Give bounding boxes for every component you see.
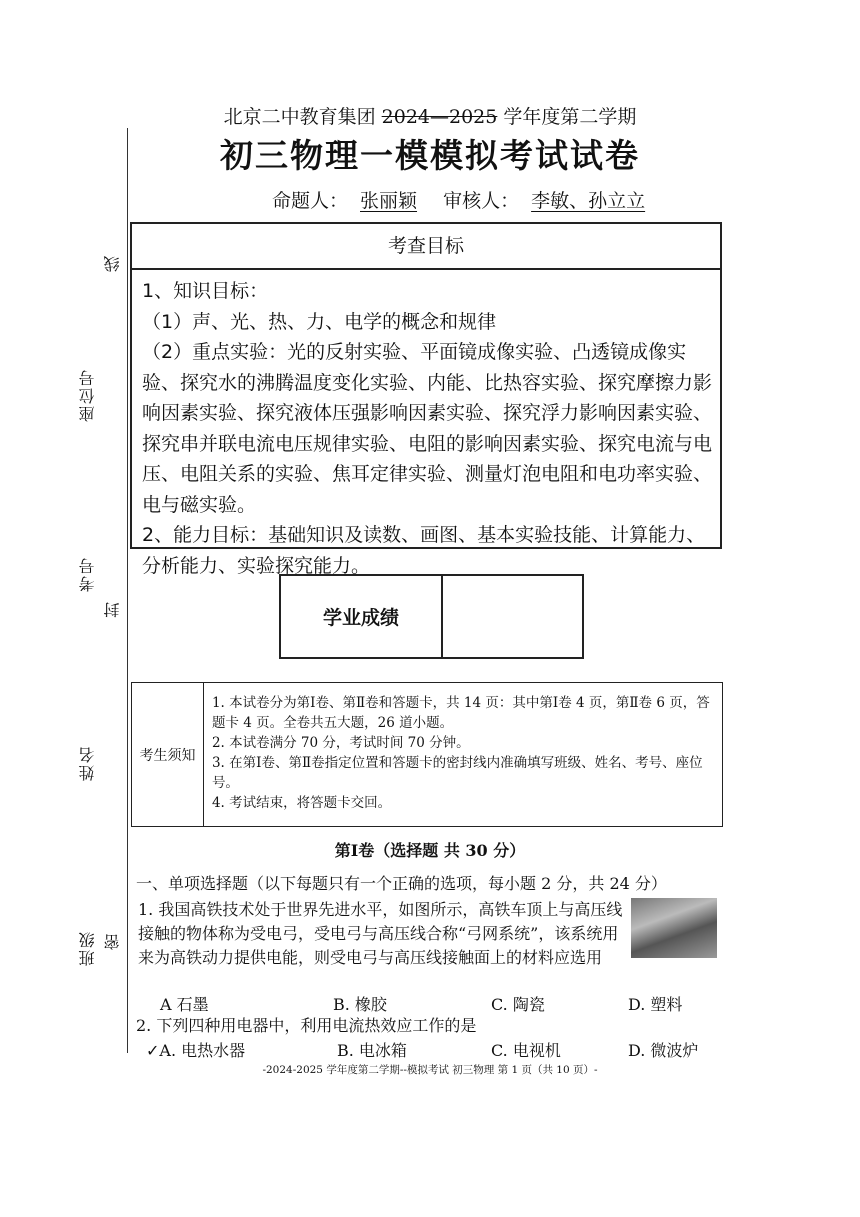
name-label: 姓名 bbox=[78, 745, 97, 781]
author-label: 命题人： bbox=[272, 190, 349, 212]
question-1-option-b: B. 橡胶 bbox=[333, 995, 387, 1014]
author-name: 张丽颖 bbox=[360, 190, 418, 212]
section-title: 第Ⅰ卷（选择题 共 30 分） bbox=[334, 841, 526, 860]
objectives-body bbox=[132, 270, 720, 581]
school-header bbox=[0, 102, 860, 129]
notice-box bbox=[131, 682, 723, 827]
authors-line bbox=[272, 186, 657, 213]
school-prefix: 北京二中教育集团 bbox=[223, 106, 382, 128]
school-suffix: 学年度第二学期 bbox=[497, 106, 637, 128]
question-1-option-d: D. 塑料 bbox=[628, 995, 683, 1014]
question-2-option-b: B. 电冰箱 bbox=[337, 1041, 407, 1060]
question-2-option-c: C. 电视机 bbox=[491, 1041, 561, 1060]
objective-line: （2）重点实验：光的反射实验、平面镜成像实验、凸透镜成像实验、探究水的沸腾温度变化实验、内能、比热容实验、探究摩擦力影响因素实验、探究液体压强影响因素实验、探究浮力影响因素实验、探究串并联电流电压规律实验、电阻的影响因素实验、探究电流与电压、电阻关系的实验、焦耳定律实验、测量灯泡电阻和电功率实验、电与磁实验。 bbox=[142, 341, 713, 516]
notice-item: 2. 本试卷满分 70 分，考试时间 70 分钟。 bbox=[211, 735, 470, 751]
score-box bbox=[279, 574, 584, 659]
secret-label: 密 bbox=[103, 932, 122, 950]
reviewer-label: 审核人： bbox=[443, 190, 520, 212]
objectives-box bbox=[130, 222, 722, 577]
objective-line: （1）声、光、热、力、电学的概念和规律 bbox=[142, 310, 497, 333]
score-field[interactable] bbox=[443, 576, 582, 657]
binding-line bbox=[127, 128, 128, 1053]
notice-item: 1. 本试卷分为第Ⅰ卷、第Ⅱ卷和答题卡，共 14 页：其中第Ⅰ卷 4 页，第Ⅱ卷 6 页，答题卡 4 页。全卷共五大题，26 道小题。 bbox=[211, 695, 710, 731]
binding-line-label: 线 bbox=[103, 254, 122, 272]
objective-line: 1、知识目标： bbox=[142, 280, 269, 302]
notice-item: 3. 在第Ⅰ卷、第Ⅱ卷指定位置和答题卡的密封线内准确填写班级、姓名、考号、座位号。 bbox=[211, 755, 703, 791]
objective-line: 2、能力目标：基础知识及读数、画图、基本实验技能、计算能力、分析能力、实验探究能力。 bbox=[142, 524, 706, 577]
question-2-option-a: ✓A. 电热水器 bbox=[146, 1041, 246, 1060]
seal-label: 封 bbox=[103, 600, 122, 618]
exam-title: 初三物理一模模拟考试试卷 bbox=[220, 136, 640, 175]
class-label: 班级 bbox=[78, 930, 97, 966]
notice-items bbox=[204, 683, 722, 826]
reviewer-names: 李敏、孙立立 bbox=[531, 190, 646, 212]
exam-number-label: 考号 bbox=[78, 556, 97, 592]
part-heading: 一、单项选择题（以下每题只有一个正确的选项，每小题 2 分，共 24 分） bbox=[136, 874, 667, 893]
question-1-option-a: A 石墨 bbox=[160, 995, 209, 1014]
question-2-stem: 2. 下列四种用电器中，利用电流热效应工作的是 bbox=[136, 1016, 477, 1035]
train-pantograph-photo bbox=[631, 898, 717, 958]
page-footer: -2024-2025 学年度第二学期--模拟考试 初三物理 第 1 页（共 10 页）- bbox=[262, 1064, 598, 1076]
notice-label: 考生须知 bbox=[132, 683, 204, 826]
score-label: 学业成绩 bbox=[281, 576, 443, 657]
question-1-option-c: C. 陶瓷 bbox=[491, 995, 545, 1014]
notice-item: 4. 考试结束，将答题卡交回。 bbox=[211, 795, 392, 811]
school-year: 2024—2025 bbox=[381, 106, 498, 128]
objectives-heading: 考查目标 bbox=[132, 224, 720, 270]
seat-number-label: 座位号 bbox=[78, 368, 97, 422]
question-1-stem: 1. 我国高铁技术处于世界先进水平，如图所示，高铁车顶上与高压线接触的物体称为受电弓，受电弓与高压线合称“弓网系统”，该系统用来为高铁动力提供电能，则受电弓与高压线接触面上的材料应选用 bbox=[138, 900, 623, 967]
question-2-option-d: D. 微波炉 bbox=[628, 1041, 699, 1060]
